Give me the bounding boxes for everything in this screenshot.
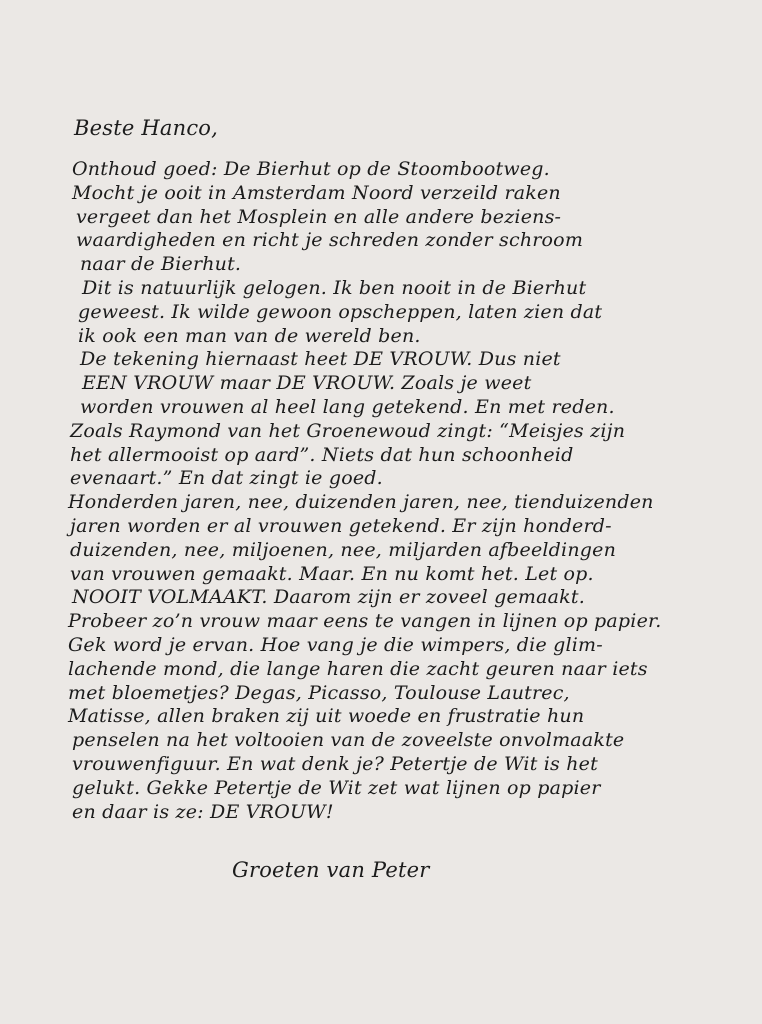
- letter-line: gelukt. Gekke Petertje de Wit zet wat lijnen op papier: [72, 776, 601, 799]
- letter-line: Dit is natuurlijk gelogen. Ik ben nooit in de Bierhut: [82, 276, 587, 299]
- letter-line: lachende mond, die lange haren die zacht geuren naar iets: [68, 657, 648, 680]
- letter-line: duizenden, nee, miljoenen, nee, miljarden afbeeldingen: [70, 538, 617, 561]
- letter-line: vergeet dan het Mosplein en alle andere beziens-: [76, 205, 562, 228]
- letter-line: geweest. Ik wilde gewoon opscheppen, laten zien dat: [78, 300, 603, 323]
- letter-body: [66, 158, 666, 824]
- letter-signature: Groeten van Peter: [232, 858, 430, 882]
- letter-line: het allermooist op aard”. Niets dat hun schoonheid: [70, 443, 574, 466]
- letter-line: Probeer zo’n vrouw maar eens te vangen in lijnen op papier.: [68, 610, 662, 633]
- letter-line: naar de Bierhut.: [80, 253, 242, 276]
- letter-line: De tekening hiernaast heet DE VROUW. Dus niet: [80, 348, 561, 371]
- letter-line: en daar is ze: DE VROUW!: [72, 800, 334, 823]
- letter-line: Mocht je ooit in Amsterdam Noord verzeild raken: [72, 181, 561, 204]
- letter-line: evenaart.” En dat zingt ie goed.: [70, 467, 383, 490]
- letter-line: vrouwenfiguur. En wat denk je? Petertje de Wit is het: [72, 752, 598, 775]
- letter-line: Matisse, allen braken zij uit woede en frustratie hun: [68, 705, 585, 728]
- letter-line: van vrouwen gemaakt. Maar. En nu komt het. Let op.: [70, 562, 594, 585]
- letter-line: met bloemetjes? Degas, Picasso, Toulouse Lautrec,: [68, 681, 570, 704]
- letter-line: worden vrouwen al heel lang getekend. En met reden.: [80, 395, 615, 418]
- letter-line: Honderden jaren, nee, duizenden jaren, nee, tienduizenden: [68, 491, 654, 514]
- letter-line: penselen na het voltooien van de zoveelste onvolmaakte: [72, 729, 625, 752]
- letter-line: Gek word je ervan. Hoe vang je die wimpers, die glim-: [68, 633, 603, 656]
- letter-greeting: Beste Hanco,: [74, 116, 219, 140]
- letter-line: waardigheden en richt je schreden zonder schroom: [76, 229, 584, 252]
- letter-line: jaren worden er al vrouwen getekend. Er zijn honderd-: [70, 514, 612, 537]
- letter-line: ik ook een man van de wereld ben.: [78, 324, 421, 347]
- letter-line: NOOIT VOLMAAKT. Daarom zijn er zoveel gemaakt.: [72, 586, 585, 609]
- letter-line: Onthoud goed: De Bierhut op de Stoombootweg.: [72, 158, 550, 180]
- letter-line: EEN VROUW maar DE VROUW. Zoals je weet: [82, 372, 532, 395]
- letter-line: Zoals Raymond van het Groenewoud zingt: “Meisjes zijn: [70, 419, 626, 442]
